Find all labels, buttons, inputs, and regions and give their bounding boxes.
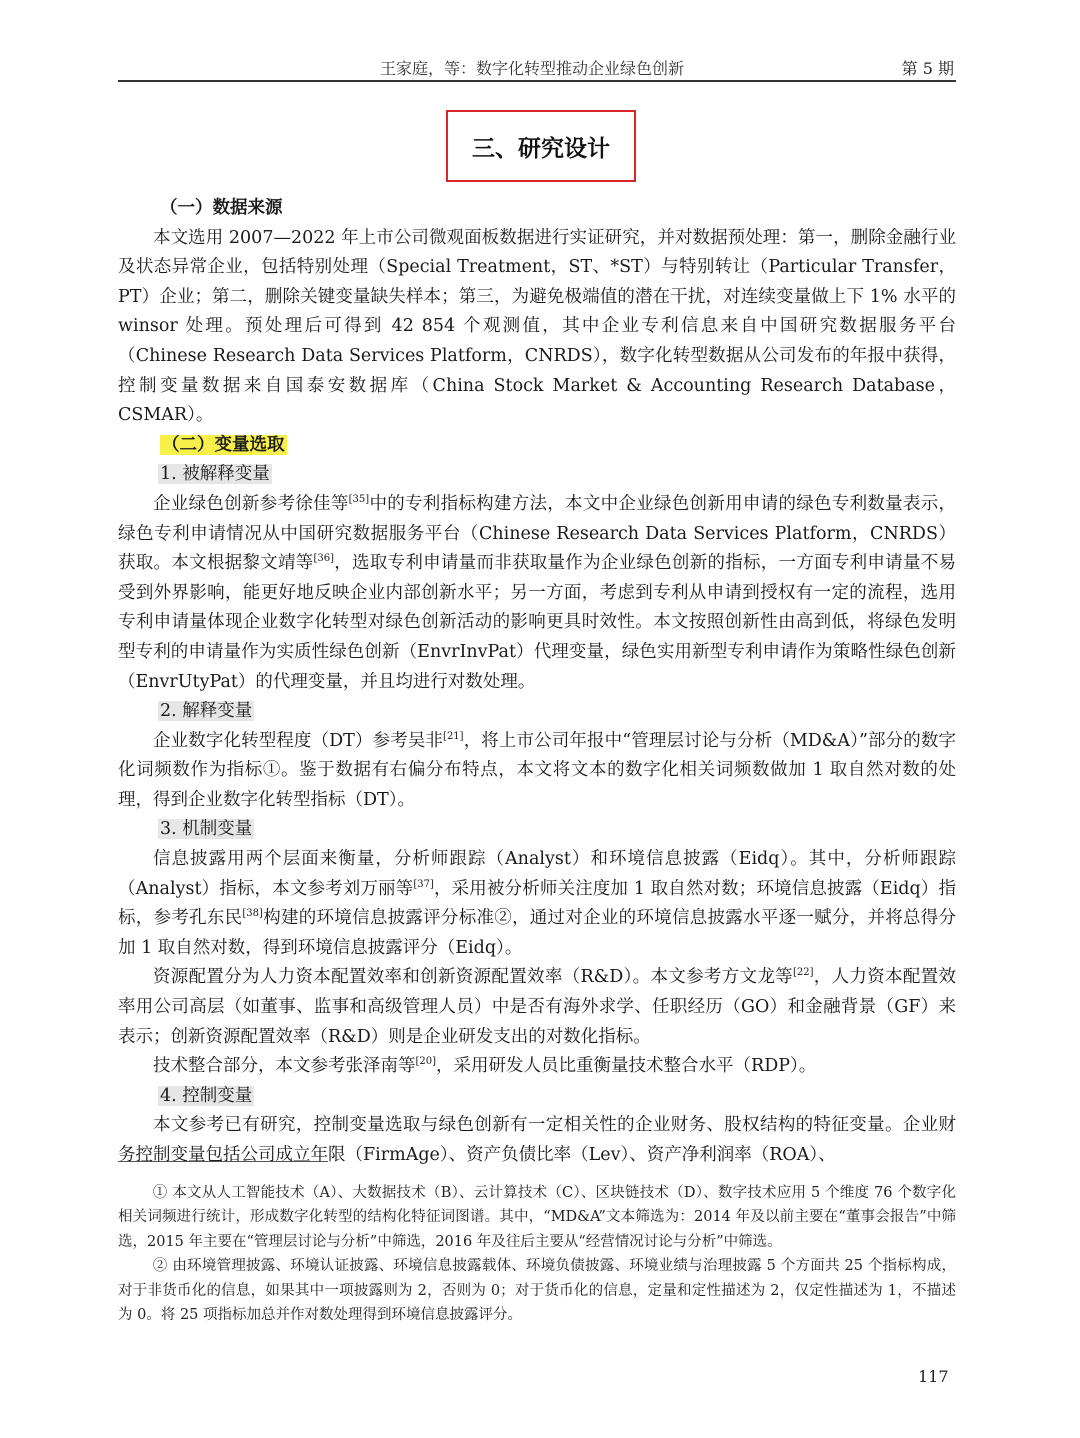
heading-variables <box>118 431 956 461</box>
text-run: 信息披露用两个层面来衡量，分析师跟踪（Analyst）和环境信息披露（Eidq）。其中，分析师跟踪（Analyst）指标，本文参考刘万丽等 <box>118 849 956 899</box>
citation-ref: [36] <box>313 553 335 565</box>
subheading-mechanism-label: 3. 机制变量 <box>160 819 253 840</box>
page-number: 117 <box>918 1367 949 1386</box>
highlighted-heading-variables: （二）变量选取 <box>162 434 285 455</box>
text-run: ，将上市公司年报中“管理层讨论与分析（MD&A）”部分的数字化词频数作为指标①。鉴于数据有右偏分布特点，本文将文本的数字化相关词频数做加 1 取自然对数的处理，得到企业数字化转型指标（DT）。 <box>118 730 956 810</box>
footnote-1: ① 本文从人工智能技术（A）、大数据技术（B）、云计算技术（C）、区块链技术（D）、数字技术应用 5 个维度 76 个数字化相关词频进行统计，形成数字化转型的结构化特征词图谱。其中，“MD&A”文本筛选为：2014 年及以前主要在“董事会报告”中筛选，2015 年主要在“管理层讨论与分析”中筛选，2016 年及往后主要从“经营情况讨论与分析”中筛选。 <box>118 1185 956 1250</box>
subheading-explanatory-label: 2. 解释变量 <box>160 701 253 722</box>
paragraph-control-variable: 本文参考已有研究，控制变量选取与绿色创新有一定相关性的企业财务、股权结构的特征变量。企业财务控制变量包括公司成立年限（FirmAge）、资产负债比率（Lev）、资产净利润率（ROA）、 <box>118 1115 956 1165</box>
text-run: 企业绿色创新参考徐佳等 <box>153 493 349 514</box>
text-run: 中的专利指标构建方法，本文中企业绿色创新用申请的绿色专利数量表示，绿色专利申请情况从中国研究数据服务平台（Chinese Research Data Services Platform，CNRDS）获取。本文根据黎文靖等 <box>118 493 957 574</box>
paragraph-mechanism-disclosure <box>118 845 956 963</box>
citation-ref: [37] <box>413 878 434 890</box>
subheading-control-label: 4. 控制变量 <box>160 1085 253 1106</box>
citation-ref: [20] <box>415 1056 437 1068</box>
text-run: ，采用被分析师关注度加 1 取自然对数；环境信息披露（Eidq）指标，参考孔东民 <box>118 878 956 929</box>
citation-ref: [21] <box>443 730 464 742</box>
subheading-mechanism-variable <box>118 815 956 845</box>
running-header <box>118 54 956 82</box>
citation-ref: [35] <box>348 494 370 506</box>
paragraph-explanatory-variable <box>118 727 956 816</box>
footnote-divider <box>118 1161 328 1162</box>
subheading-explanatory-variable <box>118 697 956 727</box>
text-run: ，选取专利申请量而非获取量作为企业绿色创新的指标，一方面专利申请量不易受到外界影响，能更好地反映企业内部创新水平；另一方面，考虑到专利从申请到授权有一定的流程，选用专利申请量体现企业数字化转型对绿色创新活动的影响更具时效性。本文按照创新性由高到低，将绿色发明型专利的申请量作为实质性绿色创新（EnvrInvPat）代理变量，绿色实用新型专利申请作为策略性绿色创新（EnvrUtyPat）的代理变量，并且均进行对数处理。 <box>118 553 957 692</box>
citation-ref: [38] <box>242 908 263 920</box>
subheading-control-variable <box>118 1082 956 1112</box>
subheading-dependent-variable <box>118 460 956 490</box>
body-text <box>118 194 956 1171</box>
text-run: 资源配置分为人力资本配置效率和创新资源配置效率（R&D）。本文参考方文龙等 <box>153 967 793 988</box>
text-run: 技术整合部分，本文参考张泽南等 <box>153 1056 416 1077</box>
subheading-dependent-label: 1. 被解释变量 <box>160 464 270 485</box>
text-run: 构建的环境信息披露评分标准②，通过对企业的环境信息披露水平逐一赋分，并将总得分加 1 取自然对数，得到环境信息披露评分（Eidq）。 <box>118 908 957 958</box>
text-run: ，人力资本配置效率用公司高层（如董事、监事和高级管理人员）中是否有海外求学、任职经历（GO）和金融背景（GF）来表示；创新资源配置效率（R&D）则是企业研发支出的对数化指标。 <box>118 967 956 1047</box>
paragraph-data-source: 本文选用 2007—2022 年上市公司微观面板数据进行实证研究，并对数据预处理：第一，删除金融行业及状态异常企业，包括特别处理（Special Treatment，ST、*ST）与特别转让（Particular Transfer，PT）企业；第二，删除关键变量缺失样本；第三，为避免极端值的潜在干扰，对连续变量做上下 1% 水平的 winsor 处理。预处理后可得到 42 854 个观测值，其中企业专利信息来自中国研究数据服务平台（Chinese Research Data Services Platform，CNRDS），数字化转型数据从公司发布的年报中获得，控制变量数据来自国泰安数据库（China Stock Market & Accounting Research Database，CSMAR）。 <box>118 227 956 426</box>
issue-number: 第 5 期 <box>901 59 954 78</box>
text-run: 企业数字化转型程度（DT）参考吴非 <box>153 730 444 751</box>
footnotes <box>118 1181 956 1327</box>
text-run: ，采用研发人员比重衡量技术整合水平（RDP）。 <box>436 1056 817 1077</box>
paragraph-mechanism-resource <box>118 963 956 1052</box>
heading-data-source: （一）数据来源 <box>160 198 283 218</box>
section-title: 三、研究设计 <box>446 110 636 182</box>
footnote-2: ② 由环境管理披露、环境认证披露、环境信息披露载体、环境负债披露、环境业绩与治理披露 5 个方面共 25 个指标构成，对于非货币化的信息，如果其中一项披露则为 2，否则为 0；对于货币化的信息，定量和定性描述为 2，仅定性描述为 1，不描述为 0。将 25 项指标加总并作对数处理得到环境信息披露评分。 <box>118 1258 956 1324</box>
paragraph-dependent-variable <box>118 490 956 697</box>
citation-ref: [22] <box>792 967 814 979</box>
paragraph-mechanism-technology <box>118 1052 956 1082</box>
running-title: 王家庭，等：数字化转型推动企业绿色创新 <box>380 59 685 78</box>
